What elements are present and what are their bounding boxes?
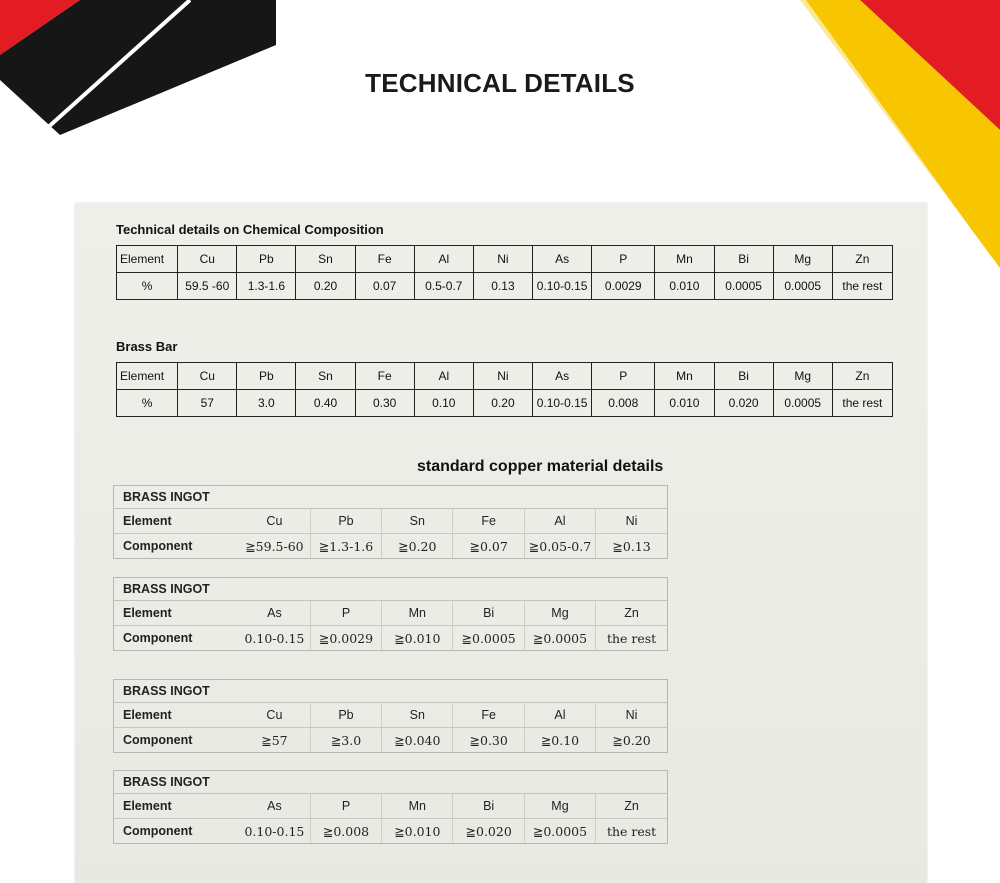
table-cell: Al bbox=[414, 363, 473, 390]
table-cell: Mn bbox=[655, 246, 714, 273]
table-cell: Fe bbox=[453, 509, 524, 534]
table-cell: Zn bbox=[832, 246, 892, 273]
table-cell: Mg bbox=[773, 246, 832, 273]
table-cell: Cu bbox=[239, 509, 310, 534]
table-cell: Zn bbox=[596, 794, 667, 819]
table-cell: 0.10-0.15 bbox=[533, 273, 592, 300]
table-cell: ≧0.30 bbox=[453, 728, 524, 753]
table-cell: 0.20 bbox=[473, 390, 532, 417]
table-cell: Element bbox=[117, 363, 178, 390]
table-cell: ≧0.010 bbox=[382, 626, 453, 651]
table-cell: 0.10-0.15 bbox=[239, 819, 310, 844]
table-cell: 0.020 bbox=[714, 390, 773, 417]
brass-ingot-table-4 bbox=[113, 770, 668, 844]
brass-bar-header-row bbox=[117, 363, 893, 390]
table-cell: 0.0029 bbox=[592, 273, 655, 300]
table-cell: Ni bbox=[596, 509, 667, 534]
table-cell: ≧3.0 bbox=[310, 728, 381, 753]
table-cell: Mn bbox=[382, 601, 453, 626]
table-cell: 0.010 bbox=[655, 273, 714, 300]
table-cell: Pb bbox=[310, 509, 381, 534]
table-cell: ≧0.010 bbox=[382, 819, 453, 844]
table-cell: Mn bbox=[382, 794, 453, 819]
table-cell: 0.008 bbox=[592, 390, 655, 417]
table-cell: ≧0.008 bbox=[310, 819, 381, 844]
table-cell: 0.20 bbox=[296, 273, 355, 300]
table-cell: ≧1.3-1.6 bbox=[310, 534, 381, 559]
table-cell: the rest bbox=[832, 273, 892, 300]
row-label: Component bbox=[123, 824, 193, 838]
row-label: Component bbox=[123, 733, 193, 747]
table-cell: P bbox=[310, 794, 381, 819]
table-cell: 0.13 bbox=[473, 273, 532, 300]
table-cell: Sn bbox=[296, 246, 355, 273]
table-cell: Al bbox=[524, 703, 595, 728]
table-cell: Zn bbox=[596, 601, 667, 626]
table-cell: Bi bbox=[714, 246, 773, 273]
ingot-component-row bbox=[114, 728, 667, 753]
ingot-component-row bbox=[114, 534, 667, 559]
table-cell: ≧0.10 bbox=[524, 728, 595, 753]
brass-bar-table bbox=[116, 362, 893, 417]
table-cell: Sn bbox=[296, 363, 355, 390]
table-cell: Mg bbox=[773, 363, 832, 390]
table-cell: ≧57 bbox=[239, 728, 310, 753]
table-cell: 1.3-1.6 bbox=[237, 273, 296, 300]
table-cell: ≧0.040 bbox=[382, 728, 453, 753]
ingot-title: BRASS INGOT bbox=[114, 680, 667, 703]
ingot-title: BRASS INGOT bbox=[114, 486, 667, 509]
table-cell: ≧0.0005 bbox=[524, 626, 595, 651]
page-title: TECHNICAL DETAILS bbox=[365, 68, 635, 98]
table-cell: 0.10-0.15 bbox=[239, 626, 310, 651]
table-cell: Fe bbox=[355, 246, 414, 273]
table-cell: ≧0.0005 bbox=[453, 626, 524, 651]
table-cell: Cu bbox=[178, 363, 237, 390]
table-cell: Bi bbox=[453, 601, 524, 626]
table-cell: Cu bbox=[178, 246, 237, 273]
ingot-component-row bbox=[114, 819, 667, 844]
brass-ingot-table-3 bbox=[113, 679, 668, 753]
row-label: Component bbox=[123, 631, 193, 645]
table-cell: the rest bbox=[832, 390, 892, 417]
table-cell: ≧0.13 bbox=[612, 538, 651, 554]
table-cell: P bbox=[592, 246, 655, 273]
table-cell: Ni bbox=[473, 246, 532, 273]
table-cell: P bbox=[592, 363, 655, 390]
table-cell: 0.07 bbox=[355, 273, 414, 300]
table-cell: Bi bbox=[714, 363, 773, 390]
brass-ingot-table-1 bbox=[113, 485, 668, 559]
table-cell: % bbox=[117, 390, 178, 417]
row-label: Element bbox=[114, 509, 239, 534]
table-cell: Bi bbox=[453, 794, 524, 819]
table-cell: 3.0 bbox=[237, 390, 296, 417]
ingot-component-row bbox=[114, 626, 667, 651]
table-cell: 0.5-0.7 bbox=[414, 273, 473, 300]
ingot-element-row bbox=[114, 509, 667, 534]
table-cell: Mg bbox=[524, 601, 595, 626]
ingot-title: BRASS INGOT bbox=[114, 578, 667, 601]
table-cell: Ni bbox=[473, 363, 532, 390]
table-cell: 57 bbox=[178, 390, 237, 417]
table-cell: 0.0005 bbox=[714, 273, 773, 300]
table-cell: ≧0.0005 bbox=[524, 819, 595, 844]
table-cell: ≧0.20 bbox=[382, 534, 453, 559]
chem-values-row bbox=[117, 273, 893, 300]
table-cell: the rest bbox=[606, 823, 657, 839]
table-cell: ≧0.07 bbox=[453, 534, 524, 559]
table-cell: % bbox=[117, 273, 178, 300]
table-cell: As bbox=[533, 246, 592, 273]
table-cell: Al bbox=[524, 509, 595, 534]
table-cell: Cu bbox=[239, 703, 310, 728]
chem-heading: Technical details on Chemical Composition bbox=[116, 222, 384, 237]
table-cell: Pb bbox=[237, 246, 296, 273]
brass-bar-values-row bbox=[117, 390, 893, 417]
table-cell: ≧0.05-0.7 bbox=[524, 534, 595, 559]
table-cell: 0.10-0.15 bbox=[533, 390, 592, 417]
chem-header-row bbox=[117, 246, 893, 273]
table-cell: Pb bbox=[310, 703, 381, 728]
row-label: Component bbox=[123, 539, 193, 553]
row-label: Element bbox=[114, 703, 239, 728]
table-cell: As bbox=[533, 363, 592, 390]
table-cell: ≧0.020 bbox=[453, 819, 524, 844]
table-cell: Pb bbox=[237, 363, 296, 390]
brass-ingot-table-2 bbox=[113, 577, 668, 651]
table-cell: P bbox=[310, 601, 381, 626]
table-cell: Sn bbox=[382, 509, 453, 534]
ingot-element-row bbox=[114, 794, 667, 819]
table-cell: 0.10 bbox=[414, 390, 473, 417]
table-cell: Mg bbox=[524, 794, 595, 819]
table-cell: Zn bbox=[832, 363, 892, 390]
table-cell: ≧0.20 bbox=[612, 732, 651, 748]
standard-heading: standard copper material details bbox=[417, 458, 664, 475]
table-cell: Mn bbox=[655, 363, 714, 390]
table-cell: Al bbox=[414, 246, 473, 273]
table-cell: ≧0.0029 bbox=[310, 626, 381, 651]
ingot-element-row bbox=[114, 601, 667, 626]
row-label: Element bbox=[114, 794, 239, 819]
table-cell: As bbox=[239, 794, 310, 819]
table-cell: Fe bbox=[453, 703, 524, 728]
table-cell: Sn bbox=[382, 703, 453, 728]
table-cell: 0.0005 bbox=[773, 273, 832, 300]
table-cell: 0.010 bbox=[655, 390, 714, 417]
table-cell: 0.0005 bbox=[773, 390, 832, 417]
table-cell: 59.5 -60 bbox=[178, 273, 237, 300]
table-cell: the rest bbox=[606, 630, 657, 646]
table-cell: Element bbox=[117, 246, 178, 273]
table-cell: Fe bbox=[355, 363, 414, 390]
ingot-title: BRASS INGOT bbox=[114, 771, 667, 794]
table-cell: Ni bbox=[596, 703, 667, 728]
ingot-element-row bbox=[114, 703, 667, 728]
chem-table bbox=[116, 245, 893, 300]
row-label: Element bbox=[114, 601, 239, 626]
table-cell: 0.30 bbox=[355, 390, 414, 417]
brass-bar-heading: Brass Bar bbox=[116, 339, 178, 354]
table-cell: 0.40 bbox=[296, 390, 355, 417]
table-cell: As bbox=[239, 601, 310, 626]
table-cell: ≧59.5-60 bbox=[239, 534, 310, 559]
